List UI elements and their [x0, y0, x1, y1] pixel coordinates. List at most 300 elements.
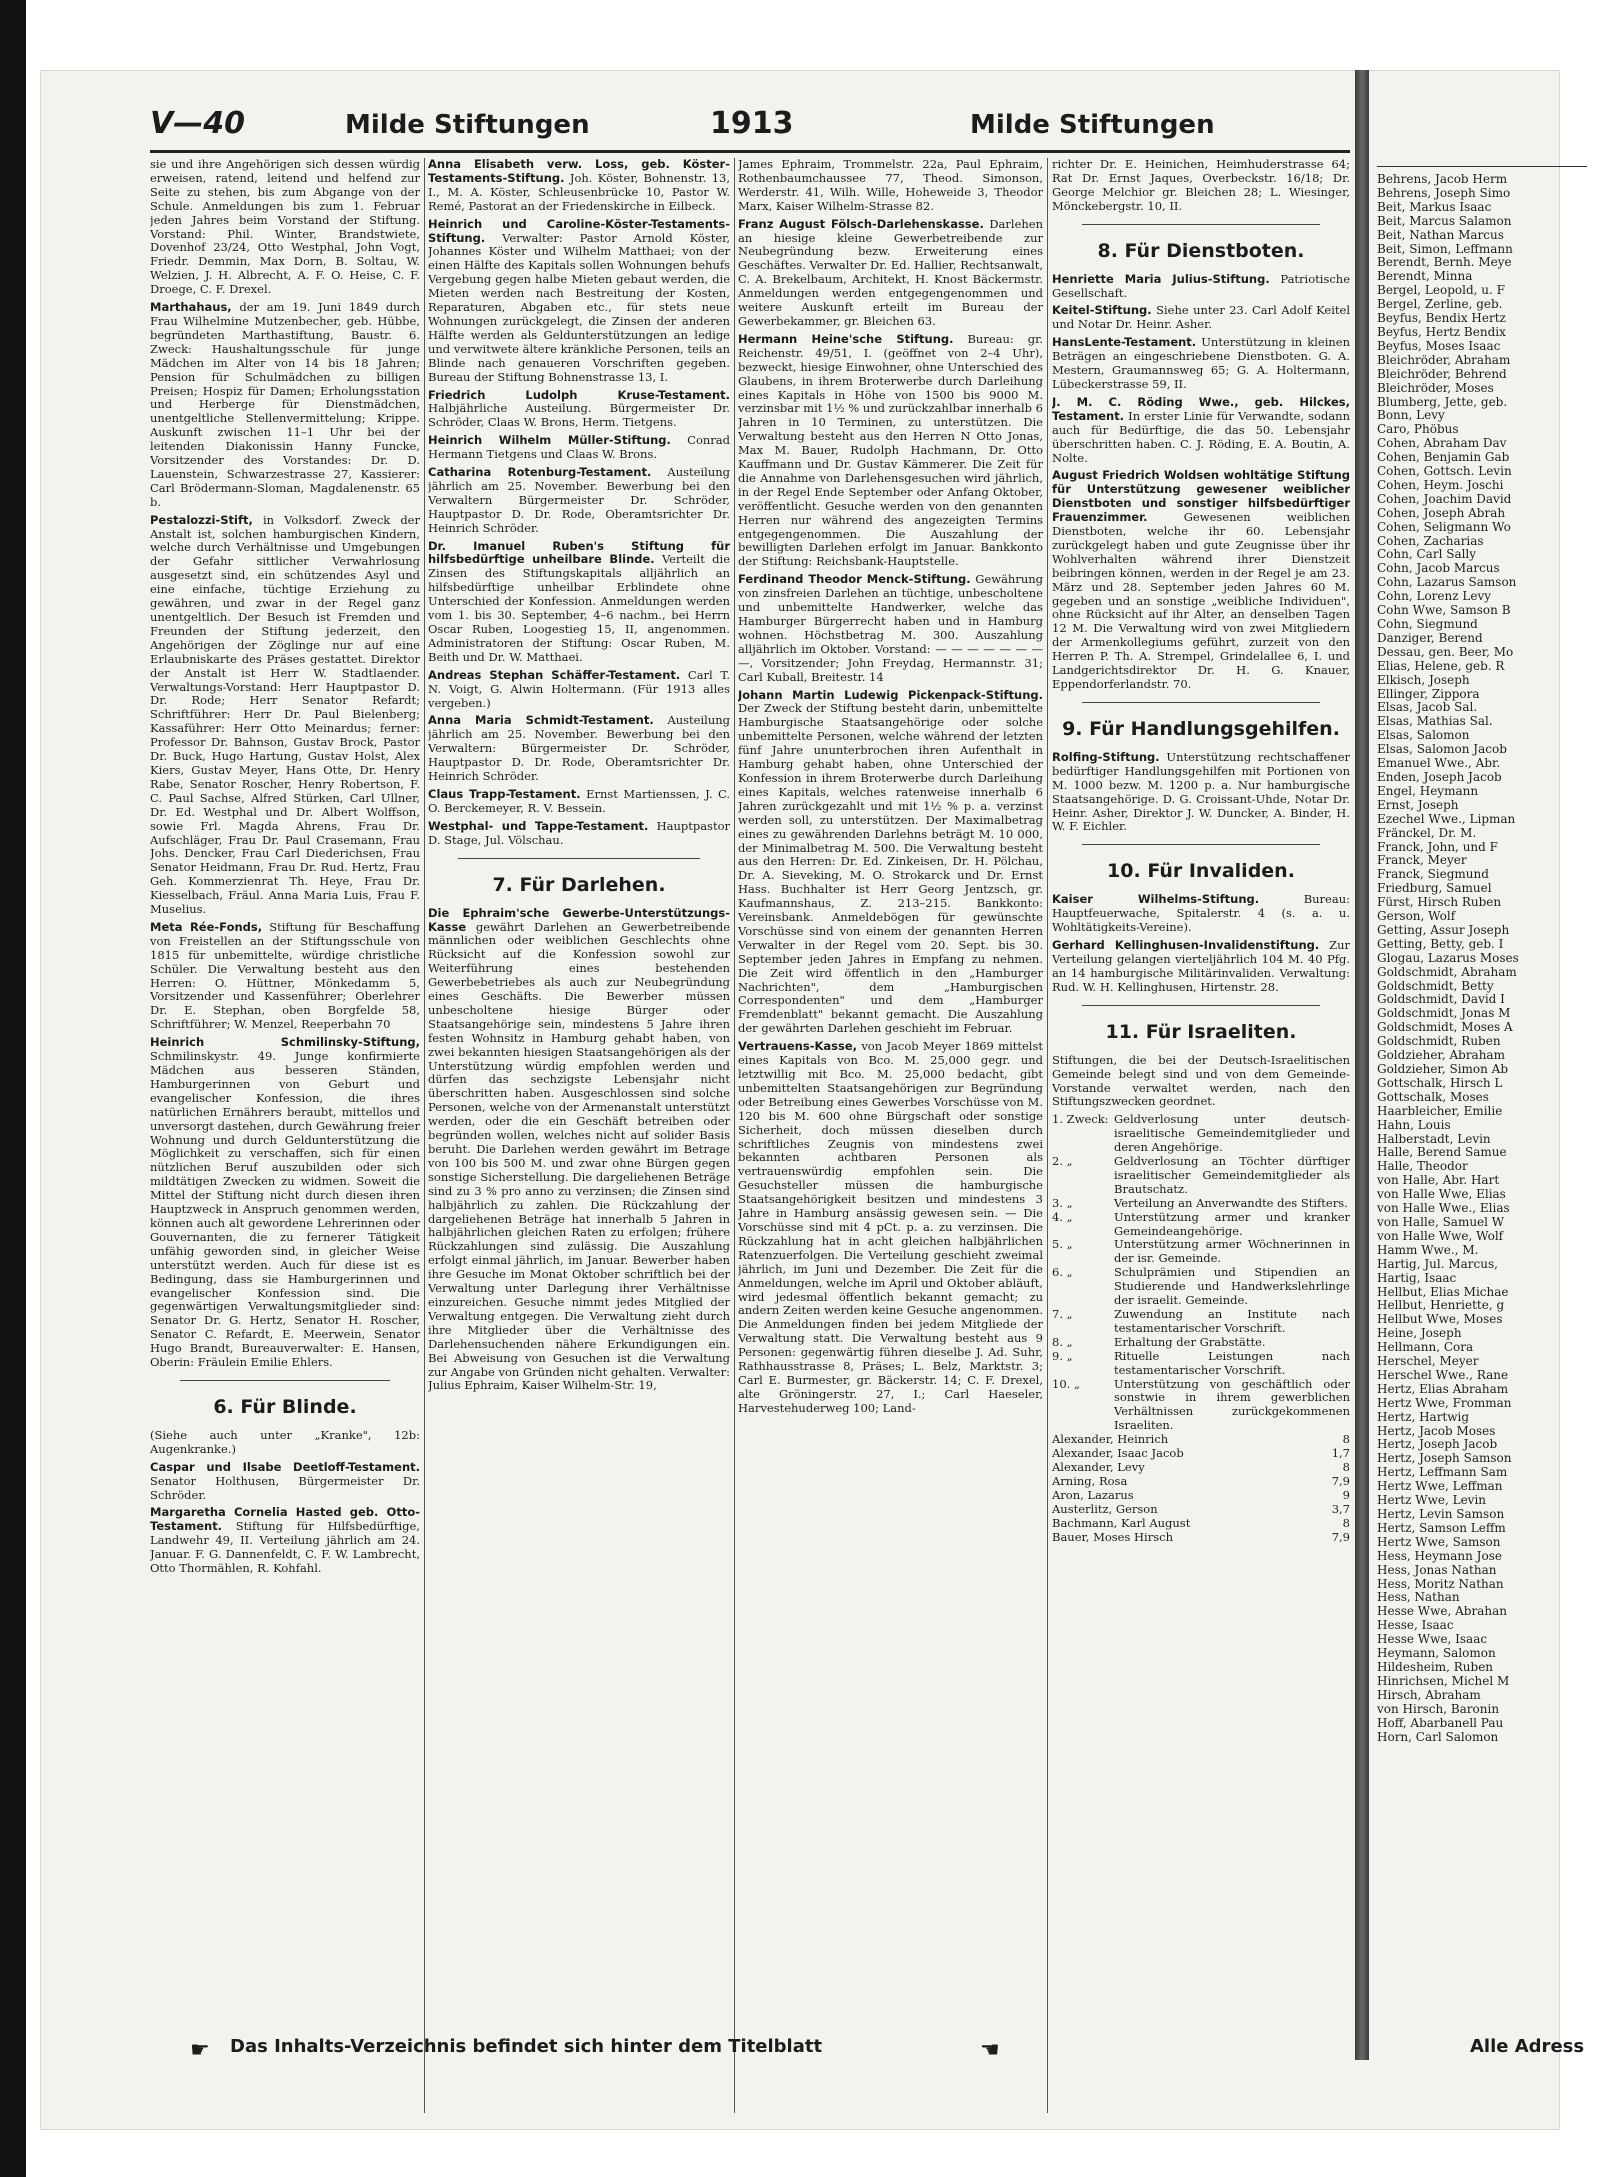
- entry-title: Franz August Fölsch-Darlehenskasse.: [738, 216, 984, 231]
- list-item: von Halle Wwe, Wolf: [1377, 1228, 1504, 1243]
- entry: [150, 1506, 420, 1576]
- list-item: Friedburg, Samuel: [1377, 881, 1492, 896]
- entry: [428, 218, 730, 385]
- entry: [428, 466, 730, 536]
- list-item: Hellbut, Elias Michae: [1377, 1284, 1509, 1299]
- list-item: Cohen, Joachim David: [1377, 491, 1512, 506]
- list-item: Cohen, Gottsch. Levin: [1377, 464, 1512, 479]
- list-item: Berendt, Bernh. Meye: [1377, 255, 1512, 270]
- purpose-number: 4. „: [1052, 1209, 1073, 1224]
- list-item: Hess, Moritz Nathan: [1377, 1576, 1504, 1591]
- list-item: Heine, Joseph: [1377, 1326, 1462, 1341]
- endowment-name: Alexander, Isaac Jacob: [1052, 1446, 1184, 1461]
- list-item: Hess, Nathan: [1377, 1590, 1460, 1605]
- entry: [1052, 751, 1350, 834]
- entry: [738, 573, 1043, 684]
- entry: [1052, 939, 1350, 995]
- purpose-codes: 3,7: [1331, 1501, 1350, 1516]
- list-item: Franck, Siegmund: [1377, 867, 1489, 882]
- list-item: Fränckel, Dr. M.: [1377, 825, 1477, 840]
- section-divider: [180, 1380, 390, 1381]
- list-item: Goldschmidt, Abraham: [1377, 964, 1517, 979]
- entry-text: James Ephraim, Trommelstr. 22a, Paul Ephraim, Rothenbaumchaussee 77, Theod. Simonson, Werderstr. 41, Wilh. Wille, Hoheweide 3, Theodor Marx, Kaiser Wilhelm-Strasse 82.: [738, 158, 1043, 213]
- column-1: [150, 158, 420, 2118]
- entry-text: Stiftung für Beschaffung von Freistellen an der Stiftungsschule von 1815 für unbemittelte, würdige christliche Schüler. Die Verwaltung besteht aus den Herren: O. Hüttner, Mönkedamm 5, Vorsitzender und Kassenführer; Oberlehrer Dr. E. Stephan, oben Borgfelde 58, Schriftführer; W. Menzel, Reeperbahn 70: [150, 919, 420, 1032]
- entry-text: Bureau: Hauptfeuerwache, Spitalerstr. 4 (s. a. u. Wohltätigkeits-Vereine).: [1052, 892, 1350, 935]
- entry: [150, 921, 420, 1032]
- list-item: Hertz, Joseph Samson: [1377, 1451, 1512, 1466]
- entry: [150, 1036, 420, 1370]
- list-item: von Halle Wwe., Elias: [1377, 1201, 1510, 1216]
- entry: [428, 669, 730, 711]
- entry-title: August Friedrich Woldsen wohltätige Stiftung für Unterstützung gewesener weiblicher Dienstboten und sonstiger hilfsbedürftiger Frauenzimmer.: [1052, 468, 1350, 525]
- list-item: Cohen, Zacharias: [1377, 533, 1484, 548]
- list-item: Gerson, Wolf: [1377, 909, 1456, 924]
- entry-text: Senator Holthusen, Bürgermeister Dr. Schröder.: [150, 1473, 420, 1502]
- list-item: Hamm Wwe., M.: [1377, 1242, 1479, 1257]
- section-heading: 7. Für Darlehen.: [492, 873, 666, 896]
- list-item: Hertz Wwe, Samson: [1377, 1534, 1501, 1549]
- purpose-number: 2. „: [1052, 1154, 1073, 1169]
- list-item: Engel, Heymann: [1377, 783, 1479, 798]
- entry: [738, 333, 1043, 569]
- list-item: Danziger, Berend: [1377, 630, 1483, 645]
- list-item: Horn, Carl Salomon: [1377, 1729, 1499, 1744]
- purpose-codes: 8: [1342, 1515, 1350, 1530]
- entry-title: Catharina Rotenburg-Testament.: [428, 465, 652, 480]
- purpose-number: 1. Zweck:: [1052, 1112, 1109, 1127]
- list-item: Cohn, Lorenz Levy: [1377, 589, 1492, 604]
- entry: [1052, 304, 1350, 332]
- list-item: Glogau, Lazarus Moses: [1377, 950, 1519, 965]
- purpose-item: [1052, 1266, 1350, 1308]
- list-item: Cohn, Lazarus Samson: [1377, 575, 1517, 590]
- entry-text: (Siehe auch unter „Kranke", 12b: Augenkranke.): [150, 1427, 420, 1456]
- list-item: Goldzieher, Abraham: [1377, 1048, 1505, 1063]
- section-divider: [458, 858, 700, 859]
- list-item: Beit, Markus Isaac: [1377, 199, 1492, 214]
- purpose-number: 7. „: [1052, 1307, 1073, 1321]
- table-row: [1052, 1489, 1350, 1503]
- page-gutter: [1355, 70, 1369, 2060]
- list-item: Dessau, gen. Beer, Mo: [1377, 644, 1514, 659]
- purpose-text: Geldverlosung an Töchter dürftiger israelitischer Gemeindemitglieder als Brautschatz.: [1114, 1154, 1350, 1196]
- section-heading: 9. Für Handlungsgehilfen.: [1062, 717, 1340, 740]
- list-item: Hellbut Wwe, Moses: [1377, 1312, 1503, 1327]
- table-row: [1052, 1517, 1350, 1531]
- purpose-item: [1052, 1336, 1350, 1350]
- column-4: [1052, 158, 1350, 2118]
- column-top-rule: [1377, 166, 1587, 167]
- list-item: Cohn, Siegmund: [1377, 617, 1478, 631]
- entry-text: Verwalter: Pastor Arnold Köster, Johannes Köster und Wilhelm Matthaei; von der einen Hälfte des Kapitals sollen Wohnungen behufs Vergebung gegen halbe Mieten gebaut werden, die Mieten werden nach Bestreitung der Kosten, Reparaturen, Abgaben etc., für stets neue Wohnungen zurückgelegt, die Zinsen der anderen Hälfte werden als Geldunterstützungen an ledige und verwitwete ältere kränkliche Personen, teils an Blinde nach genaueren Vorschriften gegeben. Bureau der Stiftung Bohnenstrasse 13, I.: [428, 230, 730, 384]
- list-item: Cohen, Seligmann Wo: [1377, 519, 1511, 534]
- section-divider: [1082, 702, 1320, 703]
- list-item: Hertz, Samson Leffm: [1377, 1520, 1506, 1535]
- list-item: Beyfus, Hertz Bendix: [1377, 324, 1506, 339]
- entry-text: Hauptpastor D. Stage, Jul. Völschau.: [428, 818, 730, 847]
- entry: [150, 514, 420, 917]
- footer-notice: Das Inhalts-Verzeichnis befindet sich hinter dem Titelblatt: [230, 2036, 823, 2057]
- entry-text: Zur Verteilung gelangen vierteljährlich 104 M. 40 Pfg. an 14 hamburgische Militärinvaliden. Verwaltung: Rud. W. H. Kellinghusen, Hirtenstr. 28.: [1052, 938, 1350, 994]
- purpose-text: Unterstützung armer Wöchnerinnen in der isr. Gemeinde.: [1114, 1237, 1350, 1266]
- table-row: [1052, 1531, 1350, 1545]
- entry-text: richter Dr. E. Heinichen, Heimhuderstrasse 64; Rat Dr. Ernst Jaques, Overbeckstr. 16/18; Dr. George Melchior gr. Bleichen 28; L. Wiesinger, Mönckebergstr. 10, II.: [1052, 158, 1350, 213]
- entry-text: Gewährung von zinsfreien Darlehen an tüchtige, unbescholtene und unbemittelte Handwerker, welche das Hamburger Bürgerrecht haben und in Hamburg wohnen. Höchstbetrag M. 300. Auszahlung alljährlich im Oktober. Vorstand: — — — — — — — —, Vorsitzender; John Freydag, Hermannstr. 31; Carl Kuball, Breitestr. 14: [738, 572, 1043, 684]
- entry: [428, 907, 730, 1394]
- entry: [150, 301, 420, 510]
- list-item: Enden, Joseph Jacob: [1377, 769, 1502, 784]
- list-item: von Halle, Samuel W: [1377, 1214, 1505, 1229]
- entry: [1052, 273, 1350, 301]
- entry: [738, 158, 1043, 214]
- list-item: Hertz Wwe, Leffman: [1377, 1479, 1503, 1494]
- list-item: Heymann, Salomon: [1377, 1646, 1496, 1661]
- purpose-item: [1052, 1155, 1350, 1197]
- entry: [738, 689, 1043, 1037]
- list-item: von Halle Wwe, Elias: [1377, 1187, 1506, 1202]
- list-item: Beit, Marcus Salamon: [1377, 213, 1512, 228]
- list-item: Hirsch, Abraham: [1377, 1687, 1481, 1702]
- list-item: Blumberg, Jette, geb.: [1377, 394, 1508, 409]
- table-row: [1052, 1503, 1350, 1517]
- entry-title: Ferdinand Theodor Menck-Stiftung.: [738, 572, 971, 587]
- list-item: Ezechel Wwe., Lipman: [1377, 811, 1516, 826]
- column-rule: [424, 158, 425, 2113]
- list-item: Hess, Jonas Nathan: [1377, 1562, 1497, 1577]
- table-row: [1052, 1447, 1350, 1461]
- header-rule: [150, 150, 1350, 153]
- purpose-codes: 8: [1342, 1432, 1350, 1447]
- purpose-codes: 7,9: [1331, 1529, 1350, 1544]
- purpose-item: [1052, 1308, 1350, 1336]
- list-item: Beyfus, Bendix Hertz: [1377, 311, 1506, 326]
- list-item: Gottschalk, Hirsch L: [1377, 1075, 1503, 1090]
- entry-title: Rolfing-Stiftung.: [1052, 749, 1160, 764]
- entry-title: Dr. Imanuel Ruben's Stiftung für hilfsbedürftige unheilbare Blinde.: [428, 538, 730, 567]
- entry-text: Ernst Martienssen, J. C. O. Berckemeyer, R. V. Bessein.: [428, 786, 730, 815]
- list-item: Goldzieher, Simon Ab: [1377, 1062, 1509, 1076]
- entry: [428, 820, 730, 848]
- list-item: Bonn, Levy: [1377, 408, 1445, 423]
- purpose-number: 9. „: [1052, 1348, 1073, 1363]
- list-item: Hartig, Jul. Marcus,: [1377, 1256, 1498, 1271]
- entry-title: Pestalozzi-Stift,: [150, 512, 253, 527]
- list-item: Caro, Phöbus: [1377, 422, 1459, 437]
- entry-text: Austeilung jährlich am 25. November. Bewerbung bei den Verwaltern: Bürgermeister Dr. Schröder, Hauptpastor D. Dr. Rode, Oberamtsrichter Dr. Heinrich Schröder.: [428, 713, 730, 784]
- section-heading: 6. Für Blinde.: [213, 1395, 357, 1418]
- folio: V—40: [150, 106, 245, 141]
- list-item: Elsas, Mathias Sal.: [1377, 714, 1493, 729]
- column-2: [428, 158, 730, 2118]
- entry-title: Heinrich und Caroline-Köster-Testaments-Stiftung.: [428, 216, 730, 245]
- entry-title: Johann Martin Ludewig Pickenpack-Stiftung.: [738, 687, 1043, 702]
- entry-text: Austeilung jährlich am 25. November. Bewerbung bei den Verwaltern Bürgermeister Dr. Schröder, Hauptpastor D. Dr. Rode, Oberamtsrichter Dr. Heinrich Schröder.: [428, 465, 730, 535]
- entry-text: In erster Linie für Verwandte, sodann auch für Bedürftige, die das 50. Lebensjahr überschritten haben. C. J. Röding, E. A. Boutin, A. Nolte.: [1052, 408, 1350, 465]
- purpose-text: Unterstützung von geschäftlich oder sonstwie in ihrem gewerblichen Verhältnissen zurückgekommenen Israeliten.: [1114, 1376, 1350, 1433]
- list-item: Goldschmidt, Moses A: [1377, 1020, 1513, 1035]
- list-item: Bleichröder, Behrend: [1377, 366, 1507, 381]
- table-row: [1052, 1461, 1350, 1475]
- list-item: Halle, Berend Samue: [1377, 1145, 1507, 1160]
- purpose-codes: 8: [1342, 1459, 1350, 1474]
- entry-text: Der Zweck der Stiftung besteht darin, unbemittelte Hamburgische Staatsangehörige oder solche unbemittelte Personen, welche während der letzten fünf Jahre ununterbrochen ihren Aufenthalt in Hamburg gehabt haben, ohne Unterschied der Konfession in ihrem Broterwerbe durch Darleihung eines Kapitals, welches ratenweise innerhalb 6 Jahren zurückgezahlt und mit 1½ % p. a. verzinst werden soll, zu unterstützen. Der Maximalbetrag eines zu gewährenden Darlehns beträgt M. 10 000, der Minimalbetrag M. 500. Die Verwaltung besteht aus den Herren: Dr. Ed. Zinkeisen, Dr. H. Pölchau, Dr. A. Sieveking, M. O. Strokarck und Dr. Ernst Hass. Buchhalter ist Herr Georg Jentzsch, gr. Kaufmannshaus, Z. 213–215. Bankkonto: Vereinsbank. Anmeldebögen für gewünschte Vorschüsse sind von einem der genannten Herren Verwalter in der Regel vom 20. Sept. bis 30. September jeden Jahres in Empfang zu nehmen. Die Zeit wird öffentlich in den „Hamburger Nachrichten", dem „Hamburgischen Correspondenten" und dem „Hamburger Fremdenblatt" bekannt gemacht. Die Auszahlung der gewährten Darlehen geschieht im Februar.: [738, 701, 1043, 1036]
- entry-title: Heinrich Schmilinsky-Stiftung,: [150, 1035, 420, 1050]
- column-3: [738, 158, 1043, 2118]
- list-item: Berendt, Minna: [1377, 269, 1473, 284]
- purpose-list: [1052, 1113, 1350, 1433]
- list-item: Herschel, Meyer: [1377, 1354, 1479, 1369]
- page-header: [150, 100, 1310, 152]
- purpose-codes: 7,9: [1331, 1473, 1350, 1488]
- entry-text: Joh. Köster, Bohnenstr. 13, I., M. A. Köster, Schleusenbrücke 10, Pastor W. Remé, Pastorat an der Friedenskirche in Eilbeck.: [428, 170, 730, 213]
- purpose-item: [1052, 1113, 1350, 1155]
- entry: [1052, 893, 1350, 935]
- list-item: Cohen, Benjamin Gab: [1377, 450, 1510, 465]
- list-item: Hartig, Isaac: [1377, 1270, 1457, 1285]
- list-item: Hertz, Hartwig: [1377, 1409, 1470, 1424]
- list-item: Hoff, Abarbanell Pau: [1377, 1715, 1504, 1730]
- list-item: Elsas, Salomon: [1377, 728, 1470, 743]
- entry: [428, 714, 730, 784]
- entry: [1052, 1054, 1350, 1110]
- list-item: Hertz, Joseph Jacob: [1377, 1437, 1498, 1452]
- list-item: Ellinger, Zippora: [1377, 686, 1480, 701]
- list-item: Hesse, Isaac: [1377, 1618, 1454, 1633]
- purpose-number: 3. „: [1052, 1195, 1073, 1210]
- entry-title: Caspar und Ilsabe Deetloff-Testament.: [150, 1459, 420, 1474]
- entry-title: Marthahaus,: [150, 300, 232, 315]
- list-item: Getting, Betty, geb. I: [1377, 936, 1504, 951]
- list-item: Herschel Wwe., Rane: [1377, 1367, 1509, 1382]
- list-item: Goldschmidt, Jonas M: [1377, 1006, 1511, 1021]
- list-item: Hellmann, Cora: [1377, 1340, 1474, 1355]
- list-item: Behrens, Jacob Herm: [1377, 172, 1508, 186]
- entry-text: Siehe unter 23. Carl Adolf Keitel und Notar Dr. Heinr. Asher.: [1052, 303, 1350, 332]
- entry-title: Anna Elisabeth verw. Loss, geb. Köster-Testaments-Stiftung.: [428, 158, 730, 185]
- entry-title: Keitel-Stiftung.: [1052, 303, 1152, 318]
- list-item: Hertz Wwe, Levin: [1377, 1493, 1487, 1508]
- column-5-name-list: [1377, 158, 1587, 2118]
- section-divider: [1082, 1005, 1320, 1006]
- running-title-left: Milde Stiftungen: [345, 110, 590, 140]
- list-item: Elsas, Salomon Jacob: [1377, 742, 1507, 757]
- list-item: Fürst, Hirsch Ruben: [1377, 895, 1502, 910]
- entry-text: Schmilinskystr. 49. Junge konfirmierte Mädchen aus besseren Ständen, Hamburgerinnen von Geburt und evangelischer Konfession, die ihres natürlichen Ernährers beraubt, mittellos und unversorgt dastehen, durch Gewährung freier Wohnung und durch Geldunterstützung die Möglichkeit zu verschaffen, sich für einen nützlichen Beruf auszubilden oder sich mildtätigen Zwecken zu widmen. Soweit die Mittel der Stiftung nicht durch diesen ihren Hauptzweck in Anspruch genommen werden, können auch alt gewordene Lehrerinnen oder Gouvernanten, die zu fernerer Tätigkeit unfähig geworden sind, in gleicher Weise unterstützt werden. Auch für diese ist es Bedingung, dass sie Hamburgerinnen und evangelischer Konfession sind. Die gegenwärtigen Verwaltungsmitglieder sind: Senator Dr. G. Hertz, Senator H. Roscher, Senator C. Refardt, E. Meerwein, Senator Hugo Brandt, Bureauverwalter: E. Hansen, Oberin: Fräulein Emilie Ehlers.: [150, 1049, 420, 1370]
- purpose-item: [1052, 1350, 1350, 1378]
- list-item: Franck, John, und F: [1377, 839, 1498, 854]
- column-rule: [734, 158, 735, 2113]
- list-item: Hertz, Leffmann Sam: [1377, 1465, 1508, 1480]
- list-item: Elias, Helene, geb. R: [1377, 658, 1505, 673]
- entry-text: Unterstützung in kleinen Beträgen an eingeschriebene Dienstboten. G. A. Mestern, Graumannsweg 65; G. A. Holtermann, Lübeckerstrasse 59, II.: [1052, 335, 1350, 391]
- list-item: Bergel, Leopold, u. F: [1377, 283, 1505, 298]
- list-item: Haarbleicher, Emilie: [1377, 1103, 1503, 1118]
- entry: [428, 434, 730, 462]
- entry-text: gewährt Darlehen an Gewerbetreibende männlichen oder weiblichen Geschlechts ohne Rücksicht auf die Konfession sowohl zur Weiterführung eines bestehenden Gewerbebetriebes als auch zur Neubegründung eines Geschäfts. Die Bewerber müssen unbescholtene hiesige Bürger oder Staatsangehörige sein, mindestens 5 Jahre ihren festen Wohnsitz in Hamburg gehabt haben, von zwei bekannten hiesigen Staatsangehörigen als der Unterstützung würdig empfohlen werden und dürfen das sechzigste Lebensjahr nicht überschritten haben. Ausgeschlossen sind solche Personen, welche von der Armenanstalt unterstützt werden, oder die ein Geschäft betreiben oder begründen wollen, welches nicht auf solider Basis beruht. Die Darlehen werden gewährt im Betrage von 100 bis 500 M. und zwar ohne Bürgen gegen sonstige Sicherstellung. Die dargeliehenen Beträge sind zu 3 % pro anno zu verzinsen; die Zinsen sind halbjährlich zu zahlen. Die Rückzahlung der dargeliehenen Beträge hat innerhalb 5 Jahren in halbjährlichen gleichen Raten zu erfolgen; frühere Rückzahlungen sind zulässig. Die Auszahlung erfolgt einmal jährlich, im Januar. Bewerber haben ihre Gesuche im Monat Oktober schriftlich bei der Verwaltung unter Darlegung ihrer Verhältnisse einzureichen. Gesuche nimmt jedes Mitglied der Verwaltung entgegen. Die Verwaltung zieht durch ihre Mitglieder über die Verhältnisse des Darlehensuchenden nähere Erkundigungen ein. Bei Abweisung von Gesuchen ist die Verwaltung zur Angabe von Gründen nicht gehalten. Verwalter: Julius Ephraim, Kaiser Wilhelm-Str. 19,: [428, 919, 730, 1393]
- endowment-name: Bachmann, Karl August: [1052, 1515, 1191, 1530]
- entry: [738, 1040, 1043, 1415]
- entry-text: Patriotische Gesellschaft.: [1052, 271, 1350, 300]
- footer-right-fragment: Alle Adress: [1470, 2036, 1585, 2057]
- entry-text: Stiftungen, die bei der Deutsch-Israelitischen Gemeinde belegt sind und von dem Gemeinde-Vorstande verwaltet werden, nach den Stiftungszwecken geordnet.: [1052, 1052, 1350, 1109]
- list-item: Hess, Heymann Jose: [1377, 1548, 1502, 1563]
- entry-text: sie und ihre Angehörigen sich dessen würdig erweisen, ratend, leitend und helfend zur Seite zu stehen, bis zum Abgange von der Schule. Anmeldungen bis zum 1. Februar jeden Jahres beim Vorstand der Stiftung. Vorstand: Phil. Winter, Brandstwiete, Dovenhof 23/24, Otto Westphal, John Vogt, Friedr. Demmin, Max Dorn, B. Soltau, W. Welzien, J. H. Albrecht, A. F. O. Heise, C. F. Droege, C. F. Drexel.: [150, 158, 420, 297]
- endowment-name: Aron, Lazarus: [1052, 1487, 1134, 1502]
- purpose-item: [1052, 1238, 1350, 1266]
- entry-title: J. M. C. Röding Wwe., geb. Hilckes, Testament.: [1052, 394, 1350, 423]
- column-rule: [1047, 158, 1048, 2113]
- purpose-codes: 1,7: [1331, 1446, 1350, 1461]
- purpose-codes: 9: [1342, 1487, 1350, 1502]
- purpose-text: Rituelle Leistungen nach testamentarischer Vorschrift.: [1114, 1348, 1350, 1377]
- entry-text: Unterstützung rechtschaffener bedürftiger Handlungsgehilfen mit Portionen von M. 1000 bezw. M. 1200 p. a. Nur hamburgische Staatsangehörige. D. G. Croissant-Uhde, Notar Dr. Heinr. Asher, Direktor J. W. Duncker, A. Binder, H. W. F. Eichler.: [1052, 749, 1350, 834]
- list-item: Goldschmidt, David I: [1377, 992, 1505, 1007]
- purpose-text: Zuwendung an Institute nach testamentarischer Vorschrift.: [1114, 1307, 1350, 1335]
- entry: [150, 1461, 420, 1503]
- entry: [1052, 336, 1350, 392]
- list-item: Cohn, Jacob Marcus: [1377, 561, 1500, 576]
- year: 1913: [710, 106, 794, 141]
- list-item: Getting, Assur Joseph: [1377, 922, 1510, 937]
- entry-text: in Volksdorf. Zweck der Anstalt ist, solchen hamburgischen Kindern, welche durch Verhältnisse und Umgebungen der Gefahr sittlicher Verwahrlosung ausgesetzt sind, ein schützendes Asyl und eine einfache, tüchtige Erziehung zu gewähren, und zwar in der Regel ganz unentgeltlich. Der Besuch ist Fremden und Freunden der Stiftung jederzeit, den Angehörigen der Zöglinge nur auf eine Erlaubniskarte des Präses gestattet. Direktor der Anstalt ist Herr W. Stadtlaender. Verwaltungs-Vorstand: Herr Hauptpastor D. Dr. Rode; Herr Senator Refardt; Schriftführer: Herr Dr. Paul Bielenberg; Kassaführer: Herr Otto Meinardus; ferner: Professor Dr. Bahnson, Gustav Brock, Pastor Dr. Buck, Hugo Hartung, Gustav Holst, Alex Kiers, Gustav Meyer, Hans Otte, Dr. Henry Rabe, Senator Roscher, Henry Robertson, F. C. Paul Sachse, Alfred Stürken, Carl Ullner, Dr. Ed. Westphal und Dr. Albert Wolffson, sowie Frl. Magda Ahrens, Frau Dr. Aufschläger, Frau Dr. Paul Crasemann, Frau Johs. Dencker, Frau Carl Diederichsen, Frau Senator Heidmann, Frau Dr. Rud. Hertz, Frau Geh. Kommerzienrat Th. Heye, Frau Dr. Kiesselbach, Fräul. Anna Maria Luis, Frau F. Muselius.: [150, 512, 420, 917]
- entry-title: Heinrich Wilhelm Müller-Stiftung.: [428, 433, 671, 448]
- list-item: Hesse Wwe, Abrahan: [1377, 1604, 1507, 1619]
- entry: [428, 389, 730, 431]
- entry-text: Bureau: gr. Reichenstr. 49/51, I. (geöffnet von 2–4 Uhr), bezweckt, hiesige Einwohner, ohne Unterschied des Glaubens, in ihrem Broterwerbe durch Darleihung eines Kapitals in Höhe von 1500 bis 9000 M. verzinsbar mit 1½ % und zurückzahlbar innerhalb 6 Jahren in 10 Terminen, zu unterstützen. Die Verwaltung besteht aus den Herren N Otto Jonas, Max M. Bauer, Rudolph Hachmann, Dr. Otto Kauffmann und Dr. Gustav Kämmerer. Die Zeit für die Annahme von Darlehensgesuchen wird jährlich, in der Regel Ende September oder Anfang Oktober, veröffentlicht. Gesuche werden von den genannten Herren nur während des angezeigten Termins entgegengenommen. Die Auszahlung der bewilligten Darlehen erfolgt im Januar. Bankkonto der Stiftung: Reichsbank-Hauptstelle.: [738, 331, 1043, 569]
- list-item: Bleichröder, Moses: [1377, 380, 1494, 395]
- list-item: Halberstadt, Levin: [1377, 1131, 1491, 1146]
- entry-text: Carl T. N. Voigt, G. Alwin Holtermann. (Für 1913 alles vergeben.): [428, 667, 730, 710]
- scan-edge: [0, 0, 26, 2177]
- purpose-text: Schulprämien und Stipendien an Studierende und Handwerkslehrlinge der israelit. Gemeinde.: [1114, 1265, 1350, 1308]
- list-item: Bergel, Zerline, geb.: [1377, 297, 1503, 312]
- entry-title: Claus Trapp-Testament.: [428, 786, 581, 801]
- list-item: Hinrichsen, Michel M: [1377, 1673, 1510, 1688]
- table-row: [1052, 1475, 1350, 1489]
- entry-title: Anna Maria Schmidt-Testament.: [428, 713, 654, 728]
- purpose-number: 5. „: [1052, 1237, 1073, 1252]
- purpose-text: Unterstützung armer und kranker Gemeindeangehörige.: [1114, 1209, 1350, 1238]
- entry-text: Halbjährliche Austeilung. Bürgermeister Dr. Schröder, Claas W. Brons, Herm. Tietgens.: [428, 401, 730, 430]
- purpose-number: 6. „: [1052, 1265, 1073, 1280]
- entry: [428, 788, 730, 816]
- entry-title: Gerhard Kellinghusen-Invalidenstiftung.: [1052, 938, 1320, 953]
- list-item: Goldschmidt, Ruben: [1377, 1034, 1501, 1049]
- endowment-name: Arning, Rosa: [1052, 1473, 1128, 1488]
- purpose-item: [1052, 1378, 1350, 1434]
- purpose-item: [1052, 1211, 1350, 1239]
- list-item: Bleichröder, Abraham: [1377, 352, 1511, 367]
- entry-title: HansLente-Testament.: [1052, 335, 1197, 350]
- endowment-name: Bauer, Moses Hirsch: [1052, 1529, 1173, 1544]
- list-item: Hildesheim, Ruben: [1377, 1659, 1494, 1674]
- entry-title: Vertrauens-Kasse,: [738, 1039, 857, 1054]
- entry-title: Westphal- und Tappe-Testament.: [428, 818, 649, 833]
- table-row: [1052, 1433, 1350, 1447]
- entry-title: Meta Rée-Fonds,: [150, 919, 263, 934]
- endowment-name: Austerlitz, Gerson: [1052, 1501, 1158, 1516]
- entry: [428, 158, 730, 214]
- endowment-table: [1052, 1433, 1350, 1544]
- purpose-text: Erhaltung der Grabstätte.: [1114, 1334, 1266, 1349]
- entry: [150, 1429, 420, 1457]
- entry-text: von Jacob Meyer 1869 mittelst eines Kapitals von Bco. M. 25,000 gegr. und letztwillig mit Bco. M. 25,000 bedacht, gibt unbemittelten Staatsangehörigen zur Begründung oder Betreibung eines Gewerbes Vorschüsse von M. 120 bis M. 600 ohne Bürgschaft oder sonstige Sicherheit, doch müssen dieselben durch schriftliches Zeugnis von mindestens zwei bekannten achtbaren Personen als vertrauenswürdig empfohlen sein. Die Gesuchsteller müssen die hamburgische Staatsangehörigkeit besitzen und mindestens 3 Jahre in Hamburg ansässig gewesen sein. — Die Vorschüsse sind mit 4 pCt. p. a. zu verzinsen. Die Rückzahlung hat in acht gleichen halbjährlichen Ratenzuerfolgen. Die Verteilung geschieht zweimal jährlich, im Juni und Dezember. Die Zeit für die Anmeldungen, welche im April und Oktober abläuft, wird jedesmal öffentlich bekannt gemacht; zu andern Zeiten werden keine Gesuche angenommen. Die Anmeldungen finden bei jedem Mitgliede der Verwaltung statt. Die Verwaltung besteht aus 9 Personen: gegenwärtig führen dieselbe J. Ad. Suhr, Rathhausstrasse 8, Präses; L. Belz, Marktstr. 3; Carl E. Burmester, gr. Bäckerstr. 14; C. F. Drexel, alte Gröningerstr. 27, I.; Carl Haeseler, Harvestehuderweg 100; Land-: [738, 1039, 1043, 1415]
- list-item: Hahn, Louis: [1377, 1117, 1451, 1132]
- entry: [428, 540, 730, 665]
- list-item: Beit, Nathan Marcus: [1377, 227, 1504, 242]
- purpose-text: Verteilung an Anverwandte des Stifters.: [1114, 1195, 1348, 1210]
- list-item: Ernst, Joseph: [1377, 797, 1459, 812]
- section-divider: [1082, 844, 1320, 845]
- list-item: Hertz, Elias Abraham: [1377, 1381, 1509, 1396]
- entry-title: Kaiser Wilhelms-Stiftung.: [1052, 892, 1260, 907]
- entry: [1052, 158, 1350, 214]
- entry: [1052, 396, 1350, 466]
- purpose-number: 8. „: [1052, 1334, 1073, 1349]
- list-item: Franck, Meyer: [1377, 853, 1467, 868]
- pointing-hand-icon: ☛: [190, 2038, 210, 2063]
- list-item: Hertz, Jacob Moses: [1377, 1423, 1496, 1438]
- section-heading: 8. Für Dienstboten.: [1097, 239, 1305, 262]
- section-heading: 11. Für Israeliten.: [1105, 1020, 1297, 1043]
- entry-text: Darlehen an hiesige kleine Gewerbetreibende zur Neubegründung bezw. Erweiterung eines Geschäftes. Verwalter Dr. Ed. Hallier, Rechtsanwalt, C. A. Brekelbaum, Architekt, H. Knost Bäckermstr. Anmeldungen werden entgegengenommen und weitere Auskunft erteilt im Bureau der Gewerbekammer, gr. Bleichen 63.: [738, 216, 1043, 328]
- list-item: Halle, Theodor: [1377, 1159, 1468, 1174]
- list-item: Behrens, Joseph Simo: [1377, 185, 1511, 200]
- purpose-text: Geldverlosung unter deutsch-israelitische Gemeindemitglieder und deren Angehörige.: [1114, 1112, 1350, 1155]
- list-item: von Hirsch, Baronin: [1377, 1701, 1500, 1716]
- list-item: Cohn Wwe, Samson B: [1377, 603, 1511, 618]
- list-item: Cohen, Abraham Dav: [1377, 436, 1507, 451]
- section-heading: 10. Für Invaliden.: [1107, 860, 1295, 883]
- list-item: von Halle, Abr. Hart: [1377, 1173, 1500, 1188]
- list-item: Hertz, Levin Samson: [1377, 1507, 1505, 1521]
- list-item: Hellbut, Henriette, g: [1377, 1298, 1505, 1313]
- purpose-number: 10. „: [1052, 1376, 1080, 1391]
- list-item: Goldschmidt, Betty: [1377, 978, 1494, 993]
- entry-title: Hermann Heine'sche Stiftung.: [738, 331, 954, 346]
- list-item: Elkisch, Joseph: [1377, 672, 1470, 687]
- entry: [738, 218, 1043, 329]
- list-item: Hertz Wwe, Fromman: [1377, 1395, 1512, 1410]
- list-item: Cohn, Carl Sally: [1377, 547, 1477, 562]
- entry: [150, 158, 420, 297]
- entry-text: Verteilt die Zinsen des Stiftungskapitals alljährlich an hilfsbedürftige unheilbar Erblindete ohne Unterschied der Konfession. Anmeldungen werden vom 1. bis 30. September, 4–6 nachm., bei Herrn Oscar Ruben, Loogestieg 15, II, angenommen. Administratoren der Stiftung: Oscar Ruben, M. Beith und Dr. W. Matthaei.: [428, 552, 730, 664]
- entry-title: Andreas Stephan Schäffer-Testament.: [428, 667, 681, 682]
- entry: [1052, 469, 1350, 692]
- entry-title: Friedrich Ludolph Kruse-Testament.: [428, 387, 730, 402]
- entry-title: Die Ephraim'sche Gewerbe-Unterstützungs-Kasse: [428, 905, 730, 934]
- purpose-item: [1052, 1197, 1350, 1211]
- entry-text: der am 19. Juni 1849 durch Frau Wilhelmine Mutzenbecher, geb. Hübbe, begründeten Marthastiftung, Baustr. 6. Zweck: Haushaltungsschule für junge Mädchen im Alter von 14 bis 18 Jahren; Pension für Schulmädchen zu billigen Preisen; Hospiz für Damen; Erholungsstation und Herberge für Dienstmädchen, unentgeltliche Stellenvermittelung; Krippe. Auskunft zwischen 11–1 Uhr bei der leitenden Diakonissin Hanny Funcke, Vorsitzender des Vorstandes: Dr. D. Lauenstein, Schwarzestrasse 27, Kassierer: Carl Brödermann-Sloman, Magdalenenstr. 65 b.: [150, 300, 420, 509]
- list-item: Gottschalk, Moses: [1377, 1089, 1489, 1104]
- running-title-right: Milde Stiftungen: [970, 110, 1215, 140]
- endowment-name: Alexander, Heinrich: [1052, 1432, 1169, 1447]
- pointing-hand-icon: ☚: [980, 2038, 1000, 2063]
- list-item: Cohen, Heym. Joschi: [1377, 477, 1504, 492]
- endowment-name: Alexander, Levy: [1052, 1459, 1145, 1474]
- entry-title: Margaretha Cornelia Hasted geb. Otto-Testament.: [150, 1505, 420, 1534]
- entry-text: Stiftung für Hilfsbedürftige, Landwehr 49, II. Verteilung jährlich am 24. Januar. F. G. Dannenfeldt, C. F. W. Lambrecht, Otto Thormählen, R. Kohfahl.: [150, 1519, 420, 1576]
- entry-title: Henriette Maria Julius-Stiftung.: [1052, 271, 1270, 286]
- entry-text: Conrad Hermann Tietgens und Claas W. Brons.: [428, 433, 730, 462]
- entry-text: Gewesenen weiblichen Dienstboten, welche ihr 60. Lebensjahr zurückgelegt haben und gute Zeugnisse über ihr Wohlverhalten während ihrer Dienstzeit beibringen können, werden in der Regel je am 23. März und 28. September jeden Jahres 60 M. gegeben und an sonstige „weibliche Individuen", ohne Rücksicht auf ihr Alter, an denselben Tagen 12 M. Die Verwaltung wird von zwei Mitgliedern der Armenkollegiums geführt, zurzeit von den Herren P. Th. A. Strempel, Grindelallee 6, I. und Landgerichtsdirektor Dr. H. G. Knauer, Eppendorferlandstr. 70.: [1052, 510, 1350, 691]
- section-divider: [1082, 224, 1320, 225]
- list-item: Emanuel Wwe., Abr.: [1377, 756, 1501, 771]
- list-item: Beyfus, Moses Isaac: [1377, 338, 1501, 353]
- list-item: Cohen, Joseph Abrah: [1377, 505, 1506, 520]
- list-item: Elsas, Jacob Sal.: [1377, 700, 1478, 715]
